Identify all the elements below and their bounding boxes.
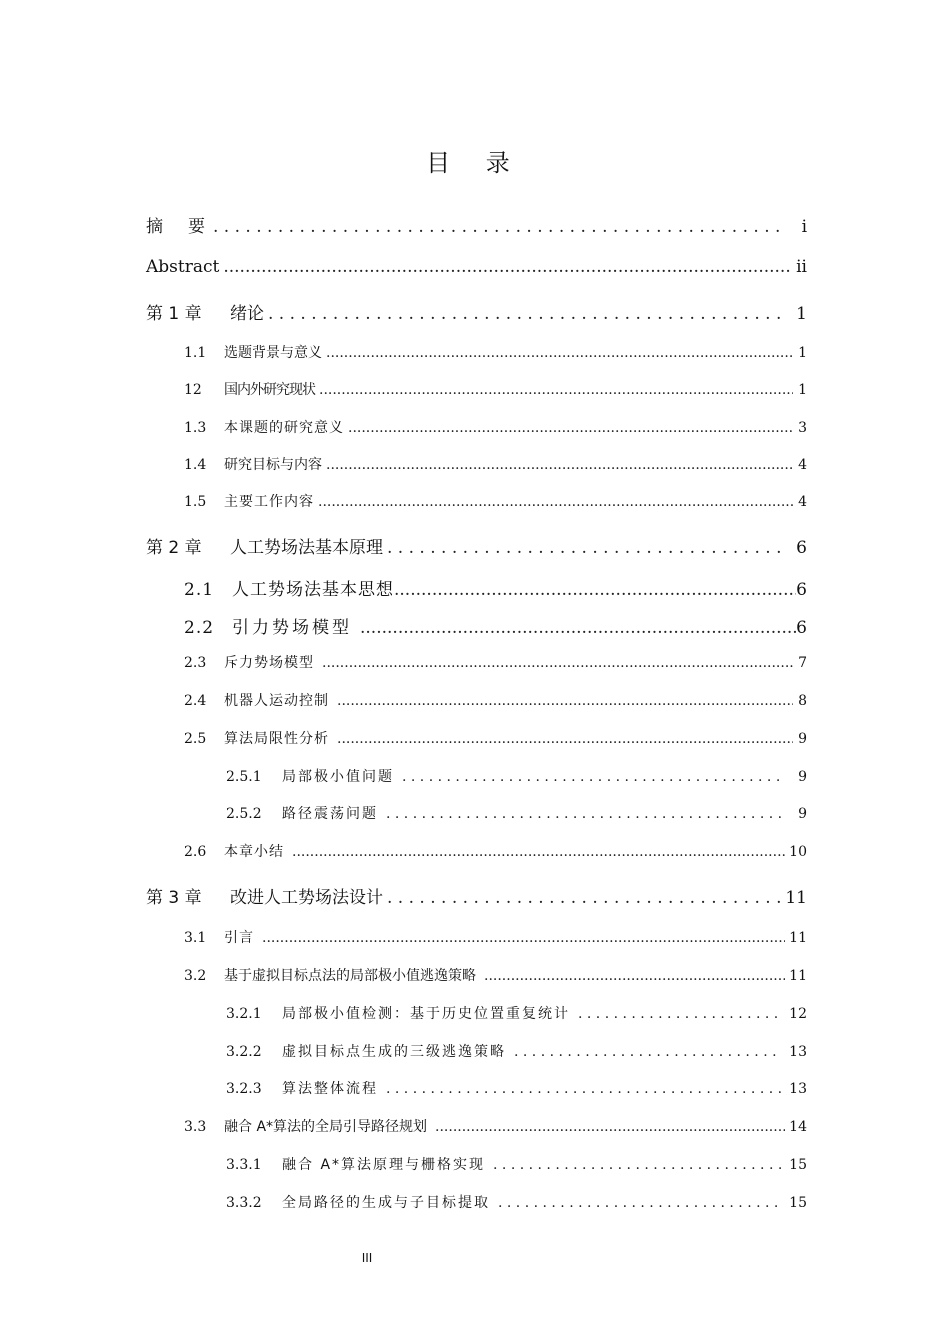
toc-entry-label: 绪论 <box>230 304 264 324</box>
toc-entry-2-5-1[interactable] <box>0 766 950 786</box>
toc-entry-number: 2.5.2 <box>226 806 262 822</box>
toc-entry-number: 1.1 <box>184 345 207 361</box>
toc-leader-dots <box>514 1044 781 1060</box>
toc-entry-3-3-1[interactable] <box>0 1154 950 1174</box>
toc-leader-dots <box>435 1119 785 1135</box>
toc-leader-dots <box>213 217 783 237</box>
toc-entry-number: 3.3.2 <box>226 1195 262 1211</box>
toc-entry-label: 融合 A*算法原理与栅格实现 <box>282 1157 486 1173</box>
toc-entry-label: 路径震荡问题 <box>282 806 378 822</box>
toc-entry-page: i <box>801 217 807 237</box>
toc-leader-dots <box>319 382 793 398</box>
toc-entry-2-5-2[interactable] <box>0 803 950 823</box>
toc-entry-label: 改进人工势场法设计 <box>230 888 383 908</box>
toc-entry-abstract-cn[interactable] <box>0 212 950 237</box>
toc-entry-page: 4 <box>798 494 807 510</box>
toc-entry-page: 10 <box>789 844 807 860</box>
toc-entry-label: 局部极小值检测：基于历史位置重复统计 <box>282 1006 570 1022</box>
toc-leader-dots <box>348 420 793 436</box>
toc-leader-dots <box>326 345 793 361</box>
toc-entry-label: 人工势场法基本思想 <box>232 580 394 600</box>
toc-entry-number: 2.1 <box>184 580 215 600</box>
toc-entry-label: 融合 A*算法的全局引导路径规划 <box>224 1119 428 1135</box>
toc-entry-3-2-1[interactable] <box>0 1003 950 1023</box>
toc-entry-label: 基于虚拟目标点法的局部极小值逃逸策略 <box>224 968 476 984</box>
toc-entry-page: 9 <box>798 769 807 785</box>
toc-entry-number: 3.2.1 <box>226 1006 262 1022</box>
toc-leader-dots <box>386 806 781 822</box>
toc-entry-number: 2.2 <box>184 618 215 638</box>
toc-leader-dots <box>268 304 783 324</box>
toc-entry-page: 11 <box>789 968 807 984</box>
toc-entry-label: 主要工作内容 <box>224 494 314 510</box>
toc-leader-dots <box>223 257 792 277</box>
toc-entry-label: 机器人运动控制 <box>224 693 329 709</box>
toc-entry-page: 6 <box>796 538 807 558</box>
toc-leader-dots <box>578 1006 781 1022</box>
toc-entry-chapter-2[interactable] <box>0 533 950 558</box>
toc-entry-label: 全局路径的生成与子目标提取 <box>282 1195 490 1211</box>
toc-entry-number: 2.3 <box>184 655 207 671</box>
toc-entry-abstract-en[interactable] <box>0 257 950 277</box>
toc-leader-dots <box>337 693 793 709</box>
toc-entry-page: 13 <box>789 1081 807 1097</box>
toc-entry-label: 斥力势场模型 <box>224 655 314 671</box>
toc-leader-dots <box>493 1157 781 1173</box>
toc-entry-page: 1 <box>798 345 807 361</box>
toc-entry-label: 算法整体流程 <box>282 1081 378 1097</box>
toc-entry-label: 本章小结 <box>224 844 284 860</box>
toc-entry-2-4[interactable] <box>0 690 950 710</box>
toc-entry-number: 3.3 <box>184 1119 207 1135</box>
toc-entry-number: 1.4 <box>184 457 207 473</box>
toc-entry-3-3[interactable] <box>0 1116 950 1136</box>
toc-entry-number: 12 <box>184 382 202 398</box>
toc-entry-label: 虚拟目标点生成的三级逃逸策略 <box>282 1044 506 1060</box>
toc-leader-dots <box>360 618 796 638</box>
page-number: III <box>361 1251 373 1265</box>
toc-entry-1-1[interactable] <box>0 342 950 362</box>
toc-entry-label: 算法局限性分析 <box>224 731 329 747</box>
toc-entry-page: 1 <box>798 382 807 398</box>
toc-entry-page: 9 <box>798 731 807 747</box>
toc-entry-3-2-2[interactable] <box>0 1041 950 1061</box>
toc-entry-number: 第 2 章 <box>146 538 202 558</box>
toc-entry-1-4[interactable] <box>0 454 950 474</box>
toc-entry-label: 选题背景与意义 <box>224 345 322 361</box>
toc-entry-page: 15 <box>789 1157 807 1173</box>
toc-leader-dots <box>318 494 793 510</box>
toc-entry-number: 3.2 <box>184 968 207 984</box>
toc-entry-page: 13 <box>789 1044 807 1060</box>
toc-entry-page: 3 <box>798 420 807 436</box>
toc-entry-chapter-1[interactable] <box>0 299 950 324</box>
toc-entry-number: 2.5 <box>184 731 207 747</box>
toc-entry-label: 研究目标与内容 <box>224 457 322 473</box>
toc-leader-dots <box>394 580 796 600</box>
page-title: 目 录 <box>426 149 524 177</box>
toc-entry-3-1[interactable] <box>0 927 950 947</box>
toc-entry-label: 国内外研究现状 <box>224 382 315 398</box>
toc-entry-page: 8 <box>798 693 807 709</box>
toc-entry-page: 12 <box>789 1006 807 1022</box>
toc-entry-page: ii <box>796 257 807 277</box>
toc-entry-number: 1.5 <box>184 494 207 510</box>
toc-leader-dots <box>326 457 793 473</box>
toc-entry-label: Abstract <box>146 257 220 277</box>
toc-entry-2-2[interactable] <box>0 613 950 638</box>
toc-leader-dots <box>337 731 793 747</box>
toc-leader-dots <box>292 844 785 860</box>
toc-entry-2-1[interactable] <box>0 575 950 600</box>
toc-entry-number: 3.1 <box>184 930 207 946</box>
toc-entry-page: 6 <box>796 618 807 638</box>
toc-entry-page: 4 <box>798 457 807 473</box>
toc-entry-number: 3.3.1 <box>226 1157 262 1173</box>
toc-entry-page: 11 <box>789 930 807 946</box>
toc-leader-dots <box>484 968 785 984</box>
toc-entry-number: 2.4 <box>184 693 207 709</box>
toc-leader-dots <box>262 930 785 946</box>
toc-leader-dots <box>402 769 781 785</box>
toc-entry-number: 第 3 章 <box>146 888 202 908</box>
toc-entry-label: 本课题的研究意义 <box>224 420 344 436</box>
toc-entry-3-3-2[interactable] <box>0 1192 950 1212</box>
toc-entry-1-5[interactable] <box>0 491 950 511</box>
toc-entry-number: 2.5.1 <box>226 769 262 785</box>
toc-entry-page: 15 <box>789 1195 807 1211</box>
toc-entry-label: 人工势场法基本原理 <box>230 538 383 558</box>
toc-leader-dots <box>386 1081 781 1097</box>
toc-entry-2-6[interactable] <box>0 841 950 861</box>
toc-entry-2-3[interactable] <box>0 652 950 672</box>
toc-entry-label: 局部极小值问题 <box>282 769 394 785</box>
toc-entry-1-2[interactable] <box>0 379 950 399</box>
toc-entry-2-5[interactable] <box>0 728 950 748</box>
toc-leader-dots <box>322 655 793 671</box>
toc-entry-number: 2.6 <box>184 844 207 860</box>
toc-entry-3-2[interactable] <box>0 965 950 985</box>
toc-entry-number: 1.3 <box>184 420 207 436</box>
toc-entry-number: 3.2.2 <box>226 1044 262 1060</box>
toc-entry-3-2-3[interactable] <box>0 1078 950 1098</box>
toc-leader-dots <box>498 1195 781 1211</box>
toc-leader-dots <box>387 888 781 908</box>
toc-entry-page: 7 <box>798 655 807 671</box>
toc-entry-number: 3.2.3 <box>226 1081 262 1097</box>
toc-entry-chapter-3[interactable] <box>0 883 950 908</box>
toc-entry-page: 1 <box>796 304 807 324</box>
toc-entry-page: 14 <box>789 1119 807 1135</box>
toc-leader-dots <box>387 538 783 558</box>
toc-entry-number: 第 1 章 <box>146 304 202 324</box>
toc-entry-page: 9 <box>798 806 807 822</box>
toc-entry-label: 引力势场模型 <box>232 618 352 638</box>
toc-entry-1-3[interactable] <box>0 417 950 437</box>
toc-entry-page: 6 <box>796 580 807 600</box>
toc-entry-number: 摘 要 <box>146 217 209 237</box>
toc-entry-label: 引言 <box>224 930 254 946</box>
toc-entry-page: 11 <box>785 888 807 908</box>
